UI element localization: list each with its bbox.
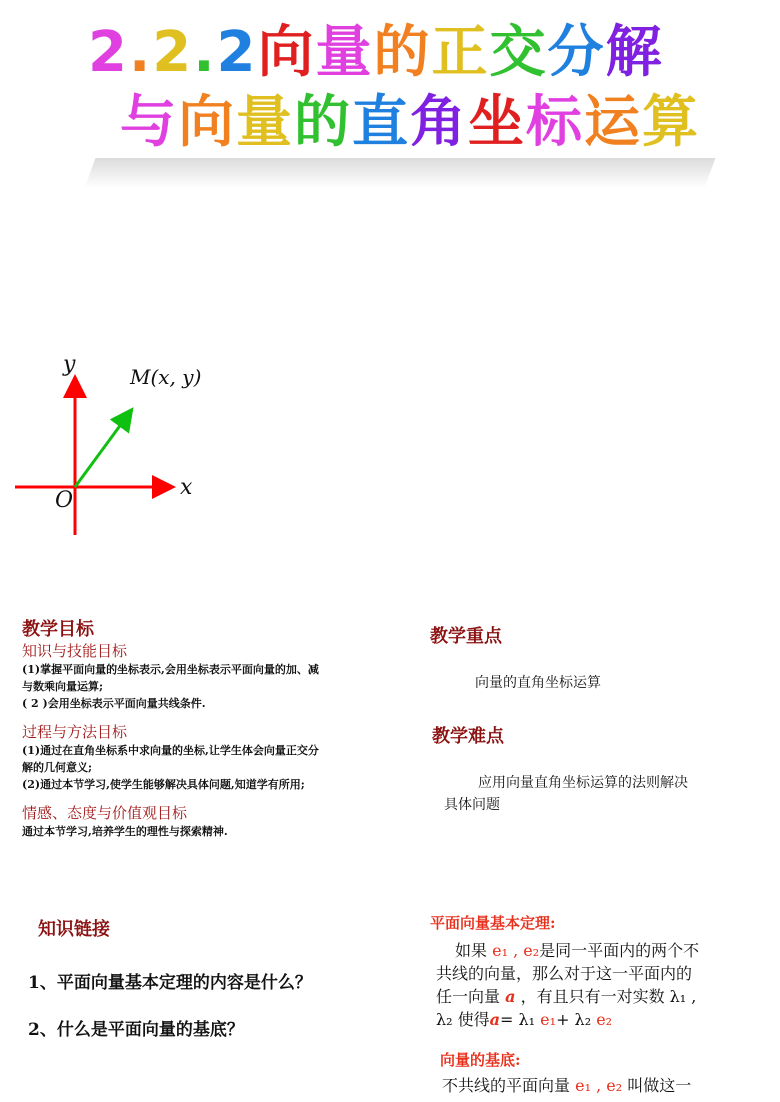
title-char: 交 xyxy=(489,20,548,85)
goal-section-title: 情感、态度与价值观目标 xyxy=(22,804,188,822)
goal-line: 与数乘向量运算; xyxy=(22,680,104,693)
basis-vectors: e₁ , e₂ xyxy=(575,1076,623,1095)
title-reflection xyxy=(85,158,716,188)
title-char: . xyxy=(128,20,153,85)
goal-section-title: 知识与技能目标 xyxy=(22,642,128,660)
theorem-block xyxy=(430,912,775,1097)
text: ，有且只有一对实数 λ₁ , xyxy=(520,987,697,1006)
basis-vectors: e₁ , e₂ xyxy=(492,941,540,960)
x-label: x xyxy=(180,475,193,500)
question-1: 1、平面向量基本定理的内容是什么？ xyxy=(28,973,312,993)
goal-line: ( 2 )会用坐标表示平面向量共线条件. xyxy=(22,697,206,710)
difficulty-text: 应用向量直角坐标运算的法则解决 xyxy=(478,775,688,791)
text: 如果 xyxy=(455,941,488,960)
text: 是同一平面内的两个不 xyxy=(539,941,700,960)
y-label: y xyxy=(63,352,76,377)
difficulty-text-2: 具体问题 xyxy=(444,797,500,813)
title-char: 向 xyxy=(178,90,236,155)
title-char: 坐 xyxy=(468,90,526,155)
key-text: 向量的直角坐标运算 xyxy=(475,675,601,691)
goal-section-title: 过程与方法目标 xyxy=(22,723,128,741)
title-char: . xyxy=(193,20,217,85)
vector-om xyxy=(75,412,130,487)
title-line1 xyxy=(88,20,663,86)
question-2: 2、什么是平面向量的基底？ xyxy=(28,1020,244,1040)
goals-heading: 教学目标 xyxy=(22,619,94,640)
link-heading: 知识链接 xyxy=(38,919,110,940)
goal-line: 通过本节学习,培养学生的理性与探索精神. xyxy=(22,825,228,838)
theorem-heading: 平面向量基本定理: xyxy=(430,914,556,932)
title-char: 直 xyxy=(352,90,410,155)
key-heading: 教学重点 xyxy=(430,626,502,647)
title-char: 量 xyxy=(236,90,294,155)
goal-line: 解的几何意义; xyxy=(22,761,93,774)
title-char: 正 xyxy=(431,20,490,85)
text: + λ₂ xyxy=(556,1010,592,1029)
vector-a: a xyxy=(505,987,516,1006)
title-char: 分 xyxy=(547,20,606,85)
title-char: 的 xyxy=(294,90,352,155)
title-char: 与 xyxy=(120,90,178,155)
e2: e₂ xyxy=(596,1010,613,1029)
goal-line: (1)掌握平面向量的坐标表示,会用坐标表示平面向量的加、减 xyxy=(22,663,319,676)
difficulty-heading: 教学难点 xyxy=(432,726,504,747)
text: 任一向量 xyxy=(436,987,501,1006)
point-label: M(x, y) xyxy=(130,365,202,389)
text: λ₂ 使得 xyxy=(436,1010,490,1029)
title-char: 向 xyxy=(257,20,316,85)
title-char: 的 xyxy=(373,20,432,85)
title-char: 2 xyxy=(88,20,129,85)
text: 叫做这一 xyxy=(627,1076,692,1095)
origin-label: O xyxy=(55,488,74,513)
teaching-goals xyxy=(22,615,402,840)
title-char: 量 xyxy=(315,20,374,85)
title-char: 2 xyxy=(152,20,194,85)
title-char: 标 xyxy=(526,90,584,155)
e1: e₁ xyxy=(540,1010,557,1029)
text: = λ₁ xyxy=(500,1010,536,1029)
title-char: 角 xyxy=(410,90,468,155)
vector-a: a xyxy=(489,1010,501,1029)
basis-heading: 向量的基底: xyxy=(440,1051,521,1069)
title-char: 2 xyxy=(216,20,258,85)
title-char: 算 xyxy=(642,90,700,155)
goal-line: (1)通过在直角坐标系中求向量的坐标,让学生体会向量正交分 xyxy=(22,744,319,757)
title-char: 解 xyxy=(605,20,664,85)
title-char: 运 xyxy=(584,90,642,155)
goal-line: (2)通过本节学习,使学生能够解决具体问题,知道学有所用; xyxy=(22,778,305,791)
title-line2 xyxy=(120,90,700,156)
text: 共线的向量，那么对于这一平面内的 xyxy=(436,964,693,983)
text: 不共线的平面向量 xyxy=(442,1076,571,1095)
